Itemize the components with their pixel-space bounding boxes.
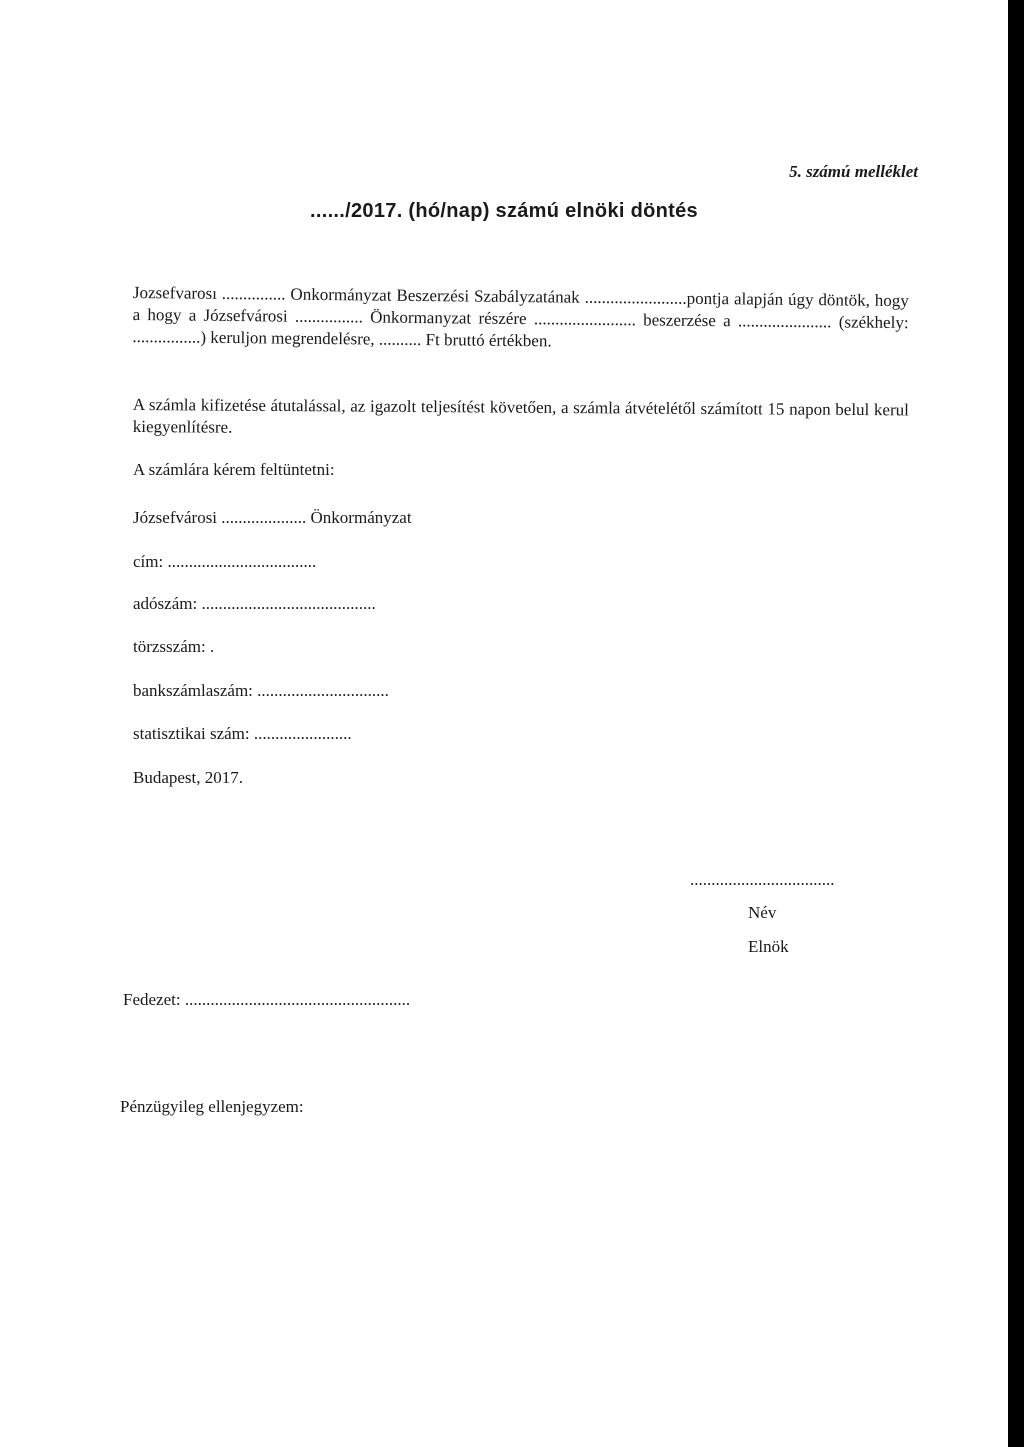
bank-account-field: bankszámlaszám: ............................... (133, 681, 389, 700)
registry-number-field: törzsszám: . (133, 637, 215, 656)
coverage-line: Fedezet: ..................................................... (123, 990, 411, 1009)
invoice-intro: A számlára kérem feltüntetni: (133, 460, 335, 479)
payment-paragraph: A számla kifizetése átutalással, az igazolt teljesítést követően, a számla átvételétől számított 15 napon belul kerul kiegyenlítésre. (132, 394, 909, 437)
entity-field: Józsefvárosi .................... Önkormányzat (133, 508, 412, 527)
place-date: Budapest, 2017. (133, 768, 244, 787)
signature-role: Elnök (748, 937, 789, 956)
decision-title: ....../2017. (hó/nap) számú elnöki döntés (310, 200, 698, 222)
signature-line: .................................. (690, 870, 835, 889)
decision-paragraph: Jozsefvarosı ............... Onkormányzat Beszerzési Szabályzatának ........................pontja alapján úgy döntök, hogy a hogy a Józsefvárosi ................ Önkormanyzat részére ........................ beszerzése a ...................... (székhely: ................) keruljon megrendelésre, .......... Ft bruttó értékben. (132, 282, 909, 351)
financial-countersign: Pénzügyileg ellenjegyzem: (120, 1097, 304, 1116)
annex-label: 5. számú melléklet (789, 162, 918, 181)
address-field: cím: ................................... (133, 552, 317, 571)
statistical-number-field: statisztikai szám: ....................... (133, 724, 352, 743)
signature-name: Név (748, 903, 777, 922)
tax-number-field: adószám: ......................................... (133, 594, 376, 613)
